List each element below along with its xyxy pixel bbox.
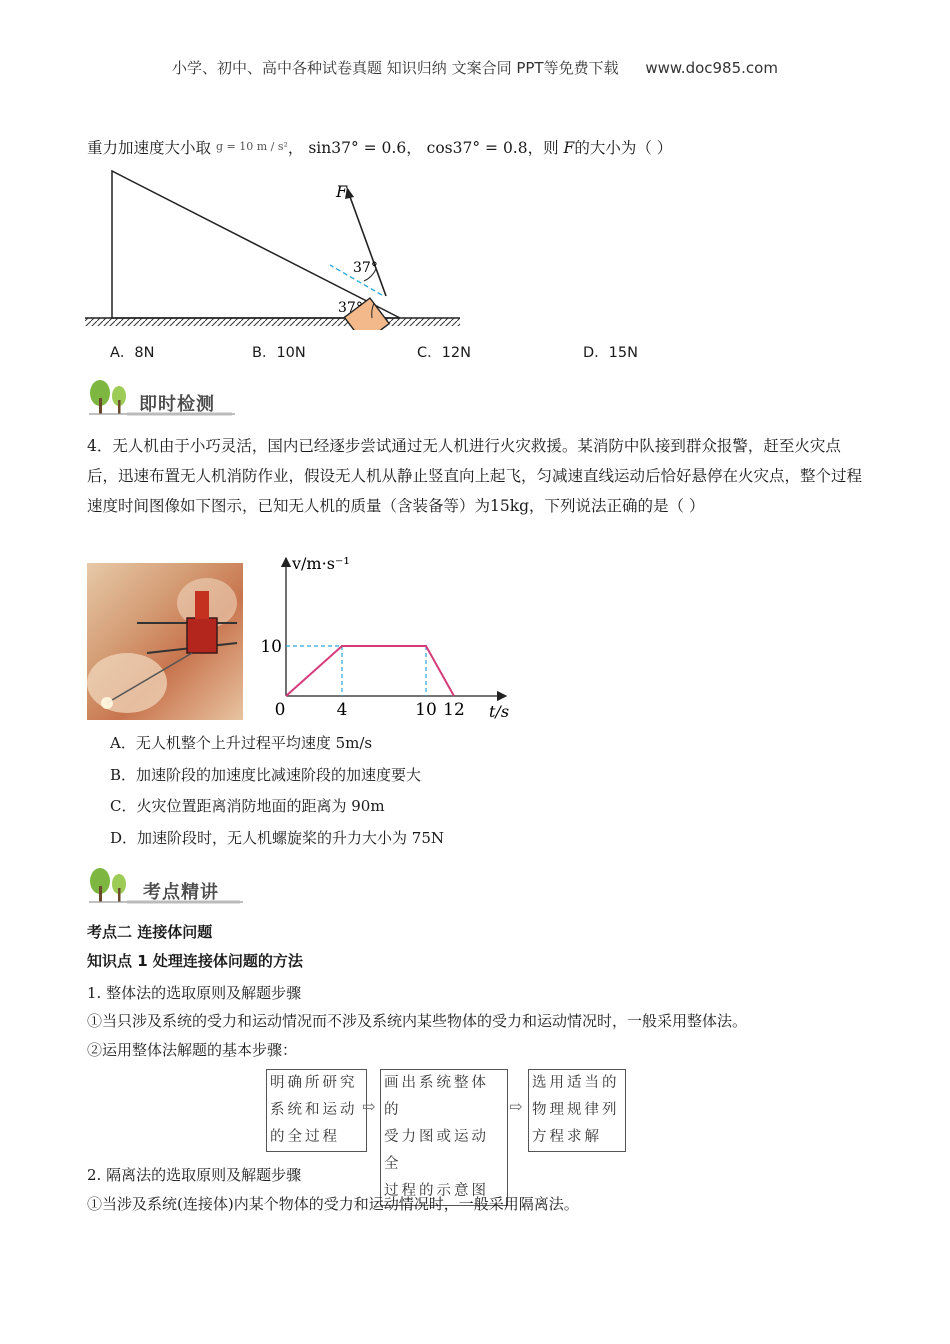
paragraph-4: 2. 隔离法的选取原则及解题步骤 bbox=[87, 1166, 302, 1184]
q3-stem-prefix: 重力加速度大小取 bbox=[87, 139, 212, 157]
banner-title: 即时检测 bbox=[139, 394, 215, 415]
drone-icon bbox=[87, 563, 243, 720]
force-symbol: F bbox=[563, 139, 575, 157]
angle-bottom-label: 37° bbox=[338, 300, 363, 316]
x-axis-label: t/s bbox=[489, 702, 510, 721]
ground-hatch bbox=[85, 318, 460, 326]
velocity-series-line bbox=[286, 646, 454, 696]
x-tick-label: 10 bbox=[415, 700, 437, 720]
q3-option-c[interactable]: C．12N bbox=[417, 345, 471, 361]
header-url[interactable]: www.doc985.com bbox=[645, 59, 778, 77]
flow-step-2: 画出系统整体的 受力图或运动全 过程的示意图 bbox=[380, 1069, 508, 1206]
paragraph-2: ①当只涉及系统的受力和运动情况而不涉及系统内某些物体的受力和运动情况时，一般采用整体法。 bbox=[87, 1012, 748, 1030]
q3-stem-suffix: ，则 bbox=[527, 139, 559, 157]
drone-photo bbox=[87, 563, 243, 720]
page-header bbox=[0, 57, 950, 78]
x-tick-label: 12 bbox=[443, 700, 465, 720]
paragraph-5: ①当涉及系统(连接体)内某个物体的受力和运动情况时，一般采用隔离法。 bbox=[87, 1195, 579, 1213]
force-label: F bbox=[336, 182, 348, 201]
flow-arrow-icon: ⇨ bbox=[509, 1097, 523, 1116]
q3-option-a[interactable]: A．8N bbox=[110, 345, 155, 361]
y-tick-label: 10 bbox=[260, 637, 282, 657]
paragraph-1: 1. 整体法的选取原则及解题步骤 bbox=[87, 984, 302, 1002]
flow-step-1: 明确所研究 系统和运动 的全过程 bbox=[266, 1069, 367, 1152]
x-tick-label: 0 bbox=[274, 700, 286, 720]
g-expression: g = 10 m / s² bbox=[215, 140, 288, 153]
q4-stem-text: 无人机由于小巧灵活，国内已经逐步尝试通过无人机进行火灾救援。某消防中队接到群众报警，赶至火灾点后，迅速布置无人机消防作业，假设无人机从静止竖直向上起飞，匀减速直线运动后恰好悬停在火灾点，整个过程速度时间图像如下图示，已知无人机的质量（含装备等）为15kg，下列说法正确的是（ ） bbox=[87, 437, 863, 515]
incline-wedge bbox=[112, 171, 400, 318]
q4-number: 4． bbox=[87, 437, 113, 455]
banner-title: 考点精讲 bbox=[143, 882, 219, 903]
section-heading: 考点二 连接体问题 bbox=[87, 923, 213, 941]
flow-step-3: 选用适当的 物理规律列 方程求解 bbox=[528, 1069, 626, 1152]
banner-instant-check bbox=[87, 378, 237, 418]
q3-stem: 重力加速度大小取 g = 10 m / s²， sin37° = 0.6， cos37° = 0.8，则 F的大小为（ ） bbox=[87, 139, 673, 157]
flow-arrow-icon: ⇨ bbox=[362, 1097, 376, 1116]
force-arrow-line bbox=[349, 194, 386, 296]
q4-option-c[interactable]: C．火灾位置距离消防地面的距离为 90m bbox=[110, 797, 385, 815]
q3-stem-end: 的大小为（ ） bbox=[574, 139, 673, 157]
q3-option-b[interactable]: B．10N bbox=[252, 345, 306, 361]
x-tick-label: 4 bbox=[336, 700, 348, 720]
header-text: 小学、初中、高中各种试卷真题 知识归纳 文案合同 PPT等免费下载 bbox=[172, 59, 619, 77]
y-axis-label: v/m·s⁻¹ bbox=[292, 554, 350, 573]
vt-chart bbox=[258, 548, 520, 723]
q4-stem bbox=[87, 431, 867, 521]
angle-top-label: 37° bbox=[353, 260, 378, 276]
q4-option-d[interactable]: D．加速阶段时，无人机螺旋桨的升力大小为 75N bbox=[110, 829, 445, 847]
q3-option-d[interactable]: D．15N bbox=[583, 345, 638, 361]
cos-expression: cos37° = 0.8 bbox=[426, 139, 528, 157]
incline-figure bbox=[85, 165, 465, 330]
paragraph-3: ②运用整体法解题的基本步骤： bbox=[87, 1041, 298, 1059]
q4-option-b[interactable]: B．加速阶段的加速度比减速阶段的加速度要大 bbox=[110, 766, 422, 784]
q4-option-a[interactable]: A．无人机整个上升过程平均速度 5m/s bbox=[110, 734, 373, 752]
sin-expression: sin37° = 0.6 bbox=[308, 139, 407, 157]
banner-key-points bbox=[87, 866, 247, 906]
section-subheading: 知识点 1 处理连接体问题的方法 bbox=[87, 952, 303, 970]
